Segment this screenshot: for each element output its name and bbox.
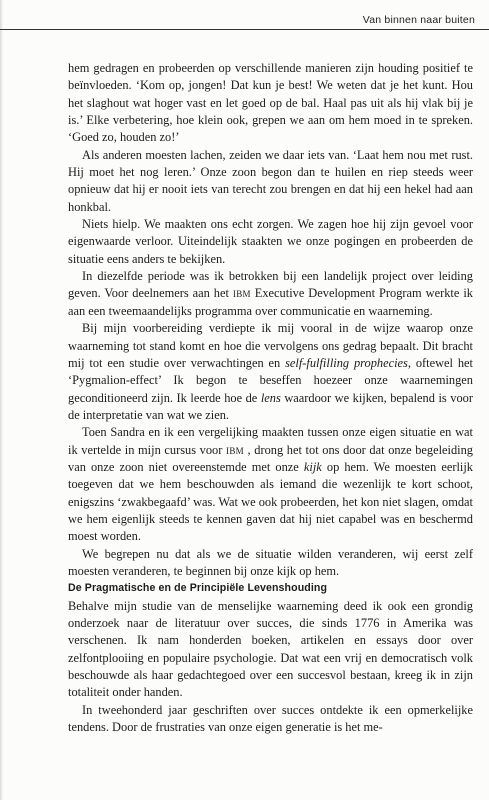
paragraph [68,546,473,581]
paragraph [68,320,473,424]
paragraphs-after-heading [68,598,473,737]
text-run: Toen Sandra en ik een vergelijking maakten tussen onze eigen situatie en wat ik vertelde in mijn cursus voor [68,425,473,457]
paragraph [68,147,473,216]
running-head-title: Van binnen naar buiten [362,14,475,26]
text-run: waardoor we kijken, bepalend is voor de interpretatie van wat we zien. [68,390,473,422]
paragraph [68,268,473,320]
small-caps-text: ibm [232,286,251,301]
text-run: In tweehonderd jaar geschriften over succes ontdekte ik een opmerkelijke tendens. Door de frustraties van onze eigen generatie is het me- [68,702,473,735]
paragraph [68,702,473,737]
paragraph [68,598,473,702]
page-edge-shadow [0,0,3,800]
paragraph [68,60,473,147]
text-run: op hem. We moesten eerlijk toegeven dat we hem beschouwden als iemand die wezenlijk te kort schoot, enigszins ‘zwakbegaafd’ was. Wat we ook probeerden, het kon niet slagen, omdat we hem eigenlijk steeds te kennen gaven dat hij niet capabel was en beschermd moest worden. [68,459,473,544]
text-run: , drong het tot ons door dat onze begeleiding van onze zoon niet overeenstemde met onze [68,442,474,474]
header-rule [0,29,489,30]
paragraph [68,424,473,545]
text-run: , oftewel het ‘Pygmalion-effect’ Ik begon te beseffen hoezeer onze waarnemingen geconditioneerd zijn. Ik leerde hoe de [68,355,473,405]
body-text [68,60,473,736]
text-run: hem gedragen en probeerden op verschillende manieren zijn houding positief te beïnvloeden. ‘Kom op, jongen! Dat kun je best! We weten dat je het kunt. Hou het slaghout wat hoger vast en let goed op de bal. Haal pas uit als hij vlak bij je is.’ Elke verbetering, hoe klein ook, grepen we aan om hem moed in te spreken. ‘Goed zo, houden zo!’ [68,61,473,145]
italic-text: kijk [303,459,322,474]
small-caps-text: ibm [226,442,244,457]
text-run: Bij mijn voorbereiding verdiepte ik mij vooral in de wijze waarop onze waarneming tot stand komt en hoe die vervolgens ons gedrag bepaalt. Dit bracht mij tot een studie over verwachtingen en [68,321,473,370]
text-run: We begrepen nu dat als we de situatie wilden veranderen, wij eerst zelf moesten veranderen, te beginnen bij onze kijk op hem. [68,546,473,578]
italic-text: self-fulfilling prophecies [285,355,408,370]
paragraphs-before-heading [68,60,473,580]
text-run: Als anderen moesten lachen, zeiden we daar iets van. ‘Laat hem nou met rust. Hij moet het nog leren.’ Onze zoon begon dan te huilen en riep steeds weer opnieuw dat hij er nooit iets van terecht zou brengen en dat hij een hekel had aan honkbal. [68,147,473,214]
text-run: Executive Development Program werkte ik aan een tweemaandelijks programma over communicatie en waarneming. [68,286,473,318]
section-heading: De Pragmatische en de Principiële Levenshouding [68,582,328,595]
text-run: Niets hielp. We maakten ons echt zorgen. We zagen hoe hij zijn gevoel voor eigenwaarde verloor. Uiteindelijk staakten we onze pogingen en probeerden de situatie eens anders te bekijken. [68,217,473,266]
italic-text: lens [260,390,281,405]
text-run: In diezelfde periode was ik betrokken bij een landelijk project over leiding geven. Voor deelnemers aan het [68,269,473,301]
text-run: Behalve mijn studie van de menselijke waarneming deed ik ook een grondig onderzoek naar de literatuur over succes, die sinds 1776 in Amerika was verschenen. Ik nam honderden boeken, artikelen en essays door over zelfontplooiing en populaire psychologie. Dat wat een vrij en democratisch volk beschouwde als haar gedachtegoed over een succesvol bestaan, kreeg ik in zijn totaliteit onder handen. [68,598,473,700]
running-head [0,8,489,30]
paragraph [68,216,473,268]
